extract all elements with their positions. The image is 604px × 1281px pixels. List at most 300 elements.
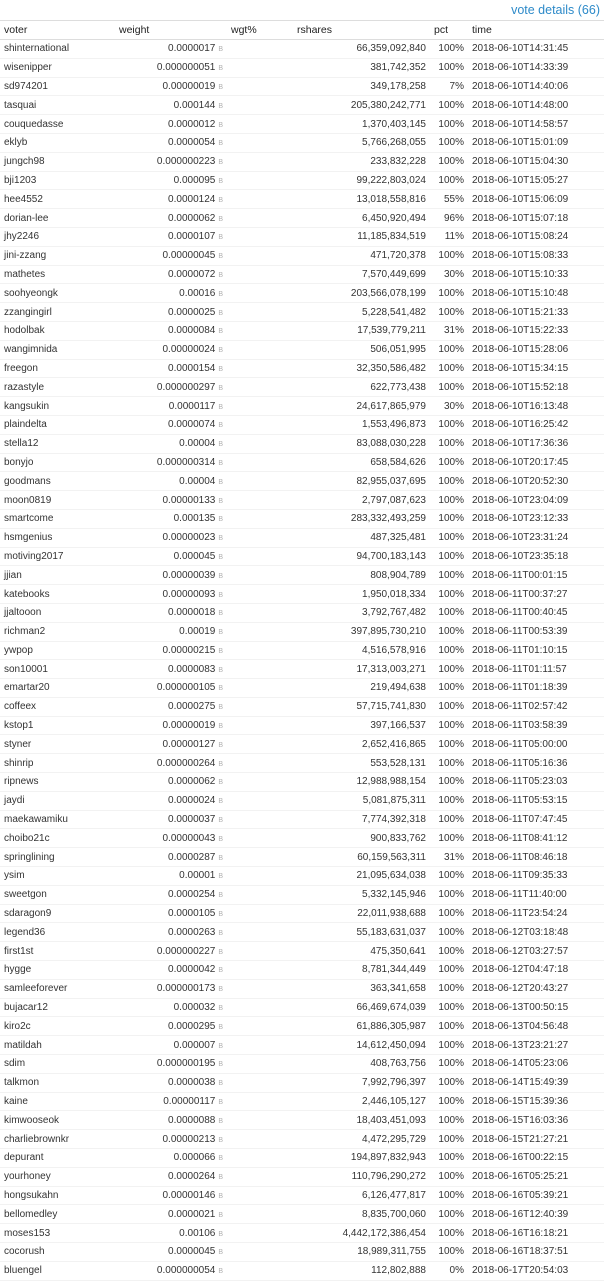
voter-name[interactable]: katebooks (4, 588, 50, 600)
pct-cell: 100% (430, 133, 468, 152)
table-row (0, 641, 604, 660)
weight-unit: B (218, 779, 223, 787)
weight-value: 0.000000314 (156, 456, 216, 468)
voter-name[interactable]: goodmans (4, 475, 51, 487)
weight-unit: B (218, 102, 223, 110)
voter-name[interactable]: stella12 (4, 438, 39, 450)
weight-unit: B (218, 1005, 223, 1013)
time-cell: 2018-06-16T16:18:21 (468, 1224, 604, 1243)
voter-cell (0, 810, 115, 829)
time-cell: 2018-06-10T15:10:33 (468, 265, 604, 284)
voter-name[interactable]: jhy2246 (4, 231, 40, 243)
wgt-pct-cell (227, 96, 293, 115)
wgt-pct-cell (227, 829, 293, 848)
weight-cell (115, 998, 227, 1017)
voter-cell (0, 622, 115, 641)
voter-name[interactable]: freegon (4, 362, 38, 374)
voter-name[interactable]: wisenipper (4, 62, 52, 74)
column-header-weight[interactable]: weight (115, 21, 227, 40)
voter-name[interactable]: hygge (4, 964, 32, 976)
voter-name[interactable]: eklyb (4, 137, 28, 149)
time-cell: 2018-06-10T23:35:18 (468, 547, 604, 566)
pct-cell: 100% (430, 246, 468, 265)
voter-name[interactable]: richman2 (4, 626, 46, 638)
weight-unit: B (218, 741, 223, 749)
pct-cell: 100% (430, 1167, 468, 1186)
weight-unit: B (218, 666, 223, 674)
voter-cell (0, 77, 115, 96)
rshares-cell: 397,166,537 (293, 716, 430, 735)
voter-name[interactable]: ysim (4, 870, 25, 882)
voter-name[interactable]: tasquai (4, 99, 37, 111)
voter-name[interactable]: moses153 (4, 1227, 51, 1239)
rshares-cell: 2,797,087,623 (293, 491, 430, 510)
voter-cell (0, 679, 115, 698)
weight-unit: B (218, 1117, 223, 1125)
voter-name[interactable]: coffeex (4, 701, 37, 713)
wgt-pct-cell (227, 1073, 293, 1092)
weight-cell (115, 453, 227, 472)
voter-name[interactable]: charliebrownkr (4, 1133, 70, 1145)
wgt-pct-cell (227, 603, 293, 622)
weight-cell (115, 885, 227, 904)
table-row (0, 1111, 604, 1130)
weight-cell (115, 716, 227, 735)
wgt-pct-cell (227, 284, 293, 303)
rshares-cell: 471,720,378 (293, 246, 430, 265)
voter-name[interactable]: first1st (4, 945, 34, 957)
pct-cell: 11% (430, 227, 468, 246)
voter-cell (0, 152, 115, 171)
voter-name[interactable]: jjaltooon (4, 607, 42, 619)
time-cell: 2018-06-10T23:31:24 (468, 528, 604, 547)
pct-cell: 30% (430, 265, 468, 284)
time-cell: 2018-06-10T15:34:15 (468, 359, 604, 378)
column-header-rshares[interactable]: rshares (293, 21, 430, 40)
weight-value: 0.0000088 (168, 1114, 216, 1126)
weight-unit: B (218, 1193, 223, 1200)
weight-cell (115, 904, 227, 923)
voter-name[interactable]: hsmgenius (4, 532, 53, 544)
time-cell: 2018-06-11T00:01:15 (468, 566, 604, 585)
weight-cell (115, 1186, 227, 1205)
weight-unit: B (218, 384, 223, 392)
column-header-pct[interactable]: pct (430, 21, 468, 40)
voter-name[interactable]: bji1203 (4, 174, 37, 186)
voter-name[interactable]: jjian (4, 569, 22, 581)
table-row (0, 979, 604, 998)
voter-cell (0, 1224, 115, 1243)
wgt-pct-cell (227, 397, 293, 416)
voter-name[interactable]: matildah (4, 1039, 42, 1051)
voter-name[interactable]: maekawamiku (4, 814, 68, 826)
voter-name[interactable]: hongsukahn (4, 1190, 59, 1201)
time-cell: 2018-06-10T15:04:30 (468, 152, 604, 171)
rshares-cell: 17,539,779,211 (293, 321, 430, 340)
table-row (0, 1149, 604, 1168)
wgt-pct-cell (227, 848, 293, 867)
pct-cell: 100% (430, 660, 468, 679)
voter-name[interactable]: hee4552 (4, 193, 43, 205)
rshares-cell: 397,895,730,210 (293, 622, 430, 641)
table-row (0, 415, 604, 434)
weight-unit: B (218, 704, 223, 712)
weight-unit: B (218, 177, 223, 185)
weight-value: 0.000032 (173, 1002, 216, 1014)
rshares-cell: 7,992,796,397 (293, 1073, 430, 1092)
voter-name[interactable]: kiro2c (4, 1020, 31, 1032)
voter-name[interactable]: jini-zzang (4, 250, 47, 262)
wgt-pct-cell (227, 303, 293, 322)
pct-cell: 100% (430, 754, 468, 773)
weight-unit: B (218, 253, 223, 261)
voter-cell (0, 791, 115, 810)
table-row (0, 171, 604, 190)
voter-name[interactable]: legend36 (4, 926, 46, 938)
pct-cell: 100% (430, 885, 468, 904)
time-cell: 2018-06-10T15:08:24 (468, 227, 604, 246)
voter-cell (0, 491, 115, 510)
voter-cell (0, 716, 115, 735)
time-cell: 2018-06-12T03:27:57 (468, 942, 604, 961)
rshares-cell: 349,178,258 (293, 77, 430, 96)
voter-name[interactable]: bluengel (4, 1265, 42, 1277)
voter-name[interactable]: dorian-lee (4, 212, 49, 224)
voter-name[interactable]: depurant (4, 1152, 44, 1164)
voter-name[interactable]: soohyeongk (4, 287, 58, 299)
pct-cell: 100% (430, 1092, 468, 1111)
table-row (0, 923, 604, 942)
voter-name[interactable]: shinternational (4, 43, 70, 55)
voter-name[interactable]: moon0819 (4, 494, 52, 506)
weight-unit: B (218, 478, 223, 486)
weight-unit: B (218, 121, 223, 129)
weight-cell (115, 810, 227, 829)
rshares-cell: 18,403,451,093 (293, 1111, 430, 1130)
pct-cell: 100% (430, 115, 468, 134)
table-row (0, 378, 604, 397)
wgt-pct-cell (227, 904, 293, 923)
weight-cell (115, 603, 227, 622)
rshares-cell: 233,832,228 (293, 152, 430, 171)
table-row (0, 321, 604, 340)
wgt-pct-cell (227, 227, 293, 246)
voter-name[interactable]: kangsukin (4, 400, 50, 412)
table-row (0, 904, 604, 923)
wgt-pct-cell (227, 885, 293, 904)
voter-name[interactable]: jaydi (4, 795, 25, 807)
voter-name[interactable]: choibo21c (4, 832, 50, 844)
rshares-cell: 283,332,493,259 (293, 509, 430, 528)
time-cell: 2018-06-11T00:37:27 (468, 585, 604, 604)
column-header-voter[interactable]: voter (0, 21, 115, 40)
weight-value: 0.00000023 (162, 532, 216, 544)
weight-value: 0.00004 (179, 438, 216, 450)
weight-unit: B (218, 817, 223, 825)
table-row (0, 528, 604, 547)
table-row (0, 1017, 604, 1036)
weight-cell (115, 209, 227, 228)
voter-name[interactable]: couquedasse (4, 118, 64, 130)
wgt-pct-cell (227, 867, 293, 886)
voter-name[interactable]: yourhoney (4, 1171, 51, 1183)
weight-value: 0.000000297 (156, 381, 216, 393)
voter-name[interactable]: hodolbak (4, 325, 45, 337)
table-row (0, 1073, 604, 1092)
voter-name[interactable]: kaine (4, 1096, 28, 1108)
weight-value: 0.00000024 (162, 344, 216, 356)
wgt-pct-cell (227, 754, 293, 773)
voter-name[interactable]: wangimnida (4, 344, 58, 356)
rshares-cell: 2,652,416,865 (293, 735, 430, 754)
rshares-cell: 57,715,741,830 (293, 697, 430, 716)
pct-cell: 100% (430, 1224, 468, 1243)
voter-name[interactable]: springlining (4, 851, 55, 863)
weight-cell (115, 735, 227, 754)
pct-cell: 100% (430, 810, 468, 829)
weight-cell (115, 660, 227, 679)
time-cell: 2018-06-10T23:12:33 (468, 509, 604, 528)
voter-cell (0, 397, 115, 416)
wgt-pct-cell (227, 547, 293, 566)
voter-cell (0, 1205, 115, 1224)
wgt-pct-cell (227, 1036, 293, 1055)
voter-name[interactable]: jungch98 (4, 156, 45, 168)
rshares-cell: 24,617,865,979 (293, 397, 430, 416)
time-cell: 2018-06-13T23:21:27 (468, 1036, 604, 1055)
pct-cell: 100% (430, 40, 468, 59)
table-row (0, 1205, 604, 1224)
weight-value: 0.000000173 (156, 983, 216, 995)
voter-name[interactable]: zzangingirl (4, 306, 52, 318)
weight-unit: B (218, 685, 223, 693)
time-cell: 2018-06-15T21:27:21 (468, 1130, 604, 1149)
time-cell: 2018-06-10T15:22:33 (468, 321, 604, 340)
rshares-cell: 2,446,105,127 (293, 1092, 430, 1111)
voter-cell (0, 735, 115, 754)
voter-cell (0, 942, 115, 961)
time-cell: 2018-06-16T05:25:21 (468, 1167, 604, 1186)
time-cell: 2018-06-11T01:11:57 (468, 660, 604, 679)
time-cell: 2018-06-11T03:58:39 (468, 716, 604, 735)
voter-cell (0, 509, 115, 528)
weight-value: 0.00000093 (162, 588, 216, 600)
rshares-cell: 1,370,403,145 (293, 115, 430, 134)
weight-unit: B (218, 516, 223, 524)
weight-value: 0.00000215 (162, 644, 216, 656)
wgt-pct-cell (227, 491, 293, 510)
pct-cell: 100% (430, 979, 468, 998)
weight-cell (115, 491, 227, 510)
pct-cell: 100% (430, 1186, 468, 1205)
voter-name[interactable]: samleeforever (4, 983, 68, 995)
weight-value: 0.00000043 (162, 832, 216, 844)
weight-value: 0.0000117 (168, 400, 216, 412)
pct-cell: 100% (430, 791, 468, 810)
voter-cell (0, 904, 115, 923)
table-row (0, 961, 604, 980)
weight-cell (115, 378, 227, 397)
table-row (0, 697, 604, 716)
time-cell: 2018-06-17T20:54:03 (468, 1261, 604, 1280)
wgt-pct-cell (227, 321, 293, 340)
rshares-cell: 4,516,578,916 (293, 641, 430, 660)
rshares-cell: 1,553,496,873 (293, 415, 430, 434)
voter-name[interactable]: kstop1 (4, 720, 34, 732)
time-cell: 2018-06-10T14:31:45 (468, 40, 604, 59)
voter-cell (0, 528, 115, 547)
voter-cell (0, 96, 115, 115)
voter-cell (0, 641, 115, 660)
weight-value: 0.000135 (173, 513, 216, 525)
voter-cell (0, 1073, 115, 1092)
voter-name[interactable]: bellomedley (4, 1208, 58, 1220)
weight-value: 0.00016 (179, 287, 216, 299)
weight-value: 0.0000264 (168, 1171, 216, 1183)
rshares-cell: 4,472,295,729 (293, 1130, 430, 1149)
weight-unit: B (218, 140, 223, 148)
rshares-cell: 55,183,631,037 (293, 923, 430, 942)
wgt-pct-cell (227, 453, 293, 472)
wgt-pct-cell (227, 265, 293, 284)
table-row (0, 472, 604, 491)
column-header-wgt-pct[interactable]: wgt% (227, 21, 293, 40)
weight-cell (115, 528, 227, 547)
table-row (0, 585, 604, 604)
wgt-pct-cell (227, 152, 293, 171)
pct-cell: 96% (430, 209, 468, 228)
weight-unit: B (218, 1061, 223, 1069)
voter-name[interactable]: emartar20 (4, 682, 50, 694)
wgt-pct-cell (227, 171, 293, 190)
pct-cell: 100% (430, 1149, 468, 1168)
wgt-pct-cell (227, 528, 293, 547)
voter-cell (0, 190, 115, 209)
voter-cell (0, 340, 115, 359)
time-cell: 2018-06-14T15:49:39 (468, 1073, 604, 1092)
weight-cell (115, 1055, 227, 1074)
rshares-cell: 5,766,268,055 (293, 133, 430, 152)
rshares-cell: 7,570,449,699 (293, 265, 430, 284)
voter-name[interactable]: ripnews (4, 776, 39, 788)
weight-cell (115, 58, 227, 77)
voter-name[interactable]: kimwooseok (4, 1114, 60, 1126)
voter-cell (0, 1167, 115, 1186)
weight-cell (115, 115, 227, 134)
voter-name[interactable]: ywpop (4, 644, 33, 656)
weight-cell (115, 472, 227, 491)
weight-value: 0.0000062 (168, 212, 216, 224)
voter-name[interactable]: sdaragon9 (4, 908, 52, 920)
weight-unit: B (218, 497, 223, 505)
weight-cell (115, 566, 227, 585)
voter-name[interactable]: razastyle (4, 381, 45, 393)
pct-cell: 100% (430, 773, 468, 792)
time-cell: 2018-06-10T15:28:06 (468, 340, 604, 359)
weight-cell (115, 246, 227, 265)
time-cell: 2018-06-16T05:39:21 (468, 1186, 604, 1205)
rshares-cell: 8,835,700,060 (293, 1205, 430, 1224)
pct-cell: 100% (430, 1243, 468, 1262)
pct-cell: 100% (430, 942, 468, 961)
voter-name[interactable]: styner (4, 738, 32, 750)
time-cell: 2018-06-16T18:37:51 (468, 1243, 604, 1262)
pct-cell: 100% (430, 453, 468, 472)
weight-cell (115, 152, 227, 171)
rshares-cell: 60,159,563,311 (293, 848, 430, 867)
rshares-cell: 6,450,920,494 (293, 209, 430, 228)
rshares-cell: 622,773,438 (293, 378, 430, 397)
weight-unit: B (218, 1211, 223, 1219)
column-header-time[interactable]: time (468, 21, 604, 40)
weight-value: 0.00019 (179, 626, 216, 638)
rshares-cell: 22,011,938,688 (293, 904, 430, 923)
voter-name[interactable]: sweetgon (4, 889, 47, 901)
pct-cell: 100% (430, 829, 468, 848)
wgt-pct-cell (227, 1092, 293, 1111)
rshares-cell: 475,350,641 (293, 942, 430, 961)
voter-cell (0, 1036, 115, 1055)
voter-name[interactable]: cocorush (4, 1246, 45, 1258)
pct-cell: 100% (430, 491, 468, 510)
vote-details-header (0, 0, 604, 20)
wgt-pct-cell (227, 1130, 293, 1149)
voter-name[interactable]: motiving2017 (4, 550, 64, 562)
voter-name[interactable]: bonyjo (4, 456, 34, 468)
voter-cell (0, 40, 115, 59)
weight-value: 0.00000045 (162, 250, 216, 262)
weight-cell (115, 190, 227, 209)
wgt-pct-cell (227, 998, 293, 1017)
weight-cell (115, 1205, 227, 1224)
wgt-pct-cell (227, 716, 293, 735)
weight-unit: B (218, 290, 223, 298)
voter-cell (0, 1149, 115, 1168)
pct-cell: 100% (430, 679, 468, 698)
weight-unit: B (218, 553, 223, 561)
table-row (0, 1130, 604, 1149)
table-row (0, 622, 604, 641)
voter-name[interactable]: shinrip (4, 757, 34, 769)
pct-cell: 55% (430, 190, 468, 209)
voter-name[interactable]: talkmon (4, 1077, 40, 1089)
weight-unit: B (218, 948, 223, 956)
time-cell: 2018-06-11T00:40:45 (468, 603, 604, 622)
vote-details-link[interactable]: vote details (66) (511, 3, 600, 17)
wgt-pct-cell (227, 359, 293, 378)
rshares-cell: 219,494,638 (293, 679, 430, 698)
wgt-pct-cell (227, 1149, 293, 1168)
pct-cell: 100% (430, 904, 468, 923)
pct-cell: 100% (430, 340, 468, 359)
weight-unit: B (218, 873, 223, 881)
weight-cell (115, 848, 227, 867)
voter-name[interactable]: mathetes (4, 268, 46, 280)
voter-name[interactable]: plaindelta (4, 419, 47, 431)
voter-name[interactable]: son10001 (4, 663, 48, 675)
voter-name[interactable]: bujacar12 (4, 1002, 48, 1014)
table-row (0, 1092, 604, 1111)
voter-name[interactable]: smartcome (4, 513, 54, 525)
voter-name[interactable]: sdim (4, 1058, 26, 1070)
time-cell: 2018-06-15T15:39:36 (468, 1092, 604, 1111)
time-cell: 2018-06-11T05:53:15 (468, 791, 604, 810)
weight-cell (115, 171, 227, 190)
weight-unit: B (218, 1023, 223, 1031)
pct-cell: 100% (430, 58, 468, 77)
voter-name[interactable]: sd974201 (4, 80, 48, 92)
wgt-pct-cell (227, 1224, 293, 1243)
